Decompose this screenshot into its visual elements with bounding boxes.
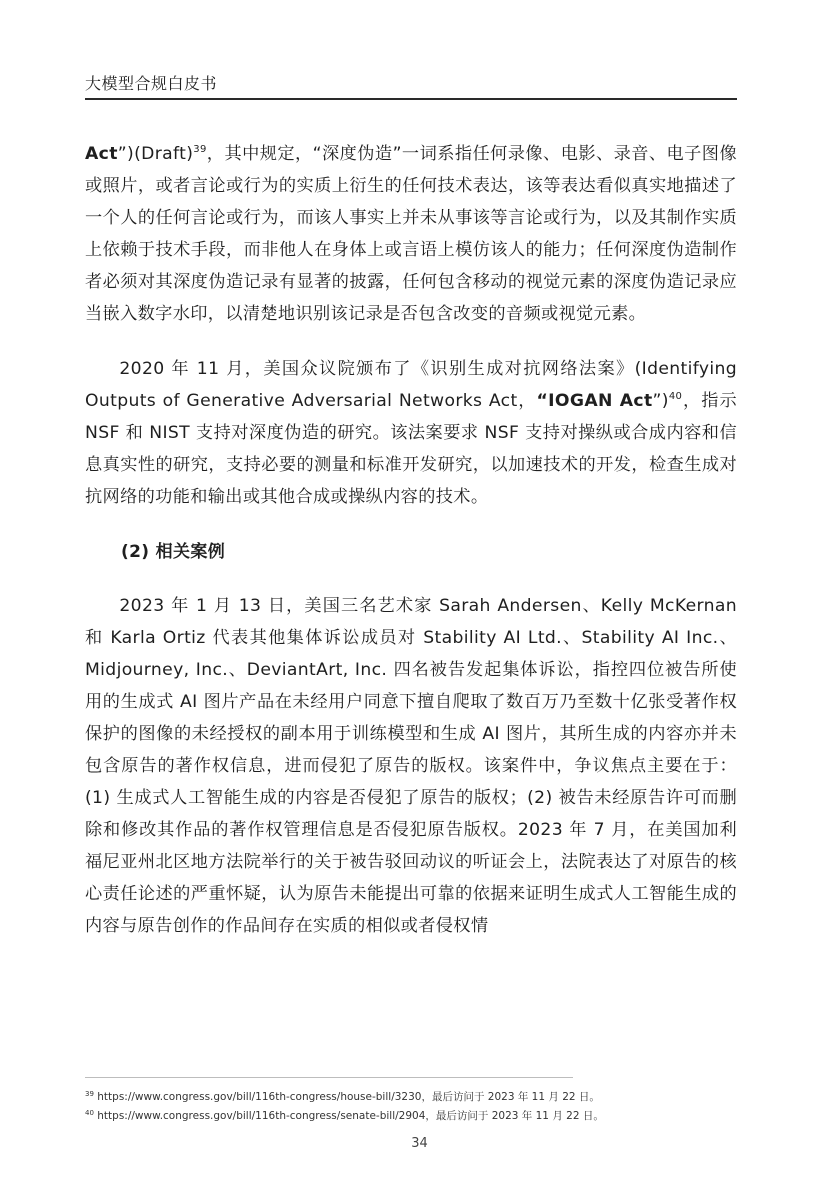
footnote-40 (85, 1107, 737, 1126)
footnote-ref-39: 39 (193, 144, 207, 155)
paragraph-gap (85, 568, 737, 590)
paragraph-gap (85, 513, 737, 536)
paragraph-deepfake-definition (85, 138, 737, 330)
footnote-number: 39 (85, 1090, 94, 1098)
section-heading-related-cases: (2) 相关案例 (121, 542, 226, 562)
footnotes-section (85, 1088, 737, 1126)
paragraph2-text-c: ，指示 NSF 和 NIST 支持对深度伪造的研究。该法案要求 NSF 支持对操纵或合成内容和信息真实性的研究，支持必要的测量和标准开发研究，以加速技术的开发，检查生成对抗网络的功能和输出或其他合成或操纵内容的技术。 (85, 391, 737, 507)
iogan-act-bold: “IOGAN Act (536, 391, 653, 411)
bold-act-fragment: Act (85, 144, 118, 164)
paragraph1-text: ，其中规定，“深度伪造”一词系指任何录像、电影、录音、电子图像或照片，或者言论或行为的实质上衍生的任何技术表达，该等表达看似真实地描述了一个人的任何言论或行为，而该人事实上并未从事该等言论或行为，以及其制作实质上依赖于技术手段，而非他人在身体上或言语上模仿该人的能力；任何深度伪造制作者必须对其深度伪造记录有显著的披露，任何包含移动的视觉元素的深度伪造记录应当嵌入数字水印，以清楚地识别该记录是否包含改变的音频或视觉元素。 (85, 144, 737, 324)
running-header-title: 大模型合规白皮书 (85, 74, 218, 93)
footnote-number: 40 (85, 1109, 94, 1117)
paragraph-stability-ai-case: 2023 年 1 月 13 日，美国三名艺术家 Sarah Andersen、Kelly McKernan 和 Karla Ortiz 代表其他集体诉讼成员对 Stability AI Ltd.、Stability AI Inc.、Midjourney, Inc.、DeviantArt, Inc. 四名被告发起集体诉讼，指控四位被告所使用的生成式 AI 图片产品在未经用户同意下擅自爬取了数百万乃至数十亿张受著作权保护的图像的未经授权的副本用于训练模型和生成 AI 图片，其所生成的内容亦并未包含原告的著作权信息，进而侵犯了原告的版权。该案件中，争议焦点主要在于：(1) 生成式人工智能生成的内容是否侵犯了原告的版权；(2) 被告未经原告许可而删除和修改其作品的著作权管理信息是否侵犯原告版权。2023 年 7 月，在美国加利福尼亚州北区地方法院举行的关于被告驳回动议的听证会上，法院表达了对原告的核心责任论述的严重怀疑，认为原告未能提出可靠的依据来证明生成式人工智能生成的内容与原告创作的作品间存在实质的相似或者侵权情 (85, 596, 737, 936)
paragraph2-text-a: 2020 年 11 月，美国众议院颁布了《识别生成对抗网络法案》(Identifying Outputs of Generative Adversarial Networks Act， (85, 359, 737, 411)
footnote-text: https://www.congress.gov/bill/116th-congress/house-bill/3230，最后访问于 2023 年 11 月 22 日。 (97, 1091, 600, 1103)
footnote-divider (85, 1077, 573, 1078)
header-divider (85, 98, 737, 100)
footnote-39 (85, 1088, 737, 1107)
paragraph2-text-b: ”) (652, 391, 669, 411)
page-number: 34 (411, 1136, 428, 1151)
footnote-text: https://www.congress.gov/bill/116th-congress/senate-bill/2904，最后访问于 2023 年 11 月 22 日。 (97, 1110, 604, 1122)
paragraph-gap (85, 330, 737, 353)
draft-fragment: ”)(Draft) (117, 144, 194, 164)
paragraph-iogan-act (85, 353, 737, 513)
main-body-text (85, 138, 737, 942)
footnote-ref-40: 40 (668, 391, 683, 402)
